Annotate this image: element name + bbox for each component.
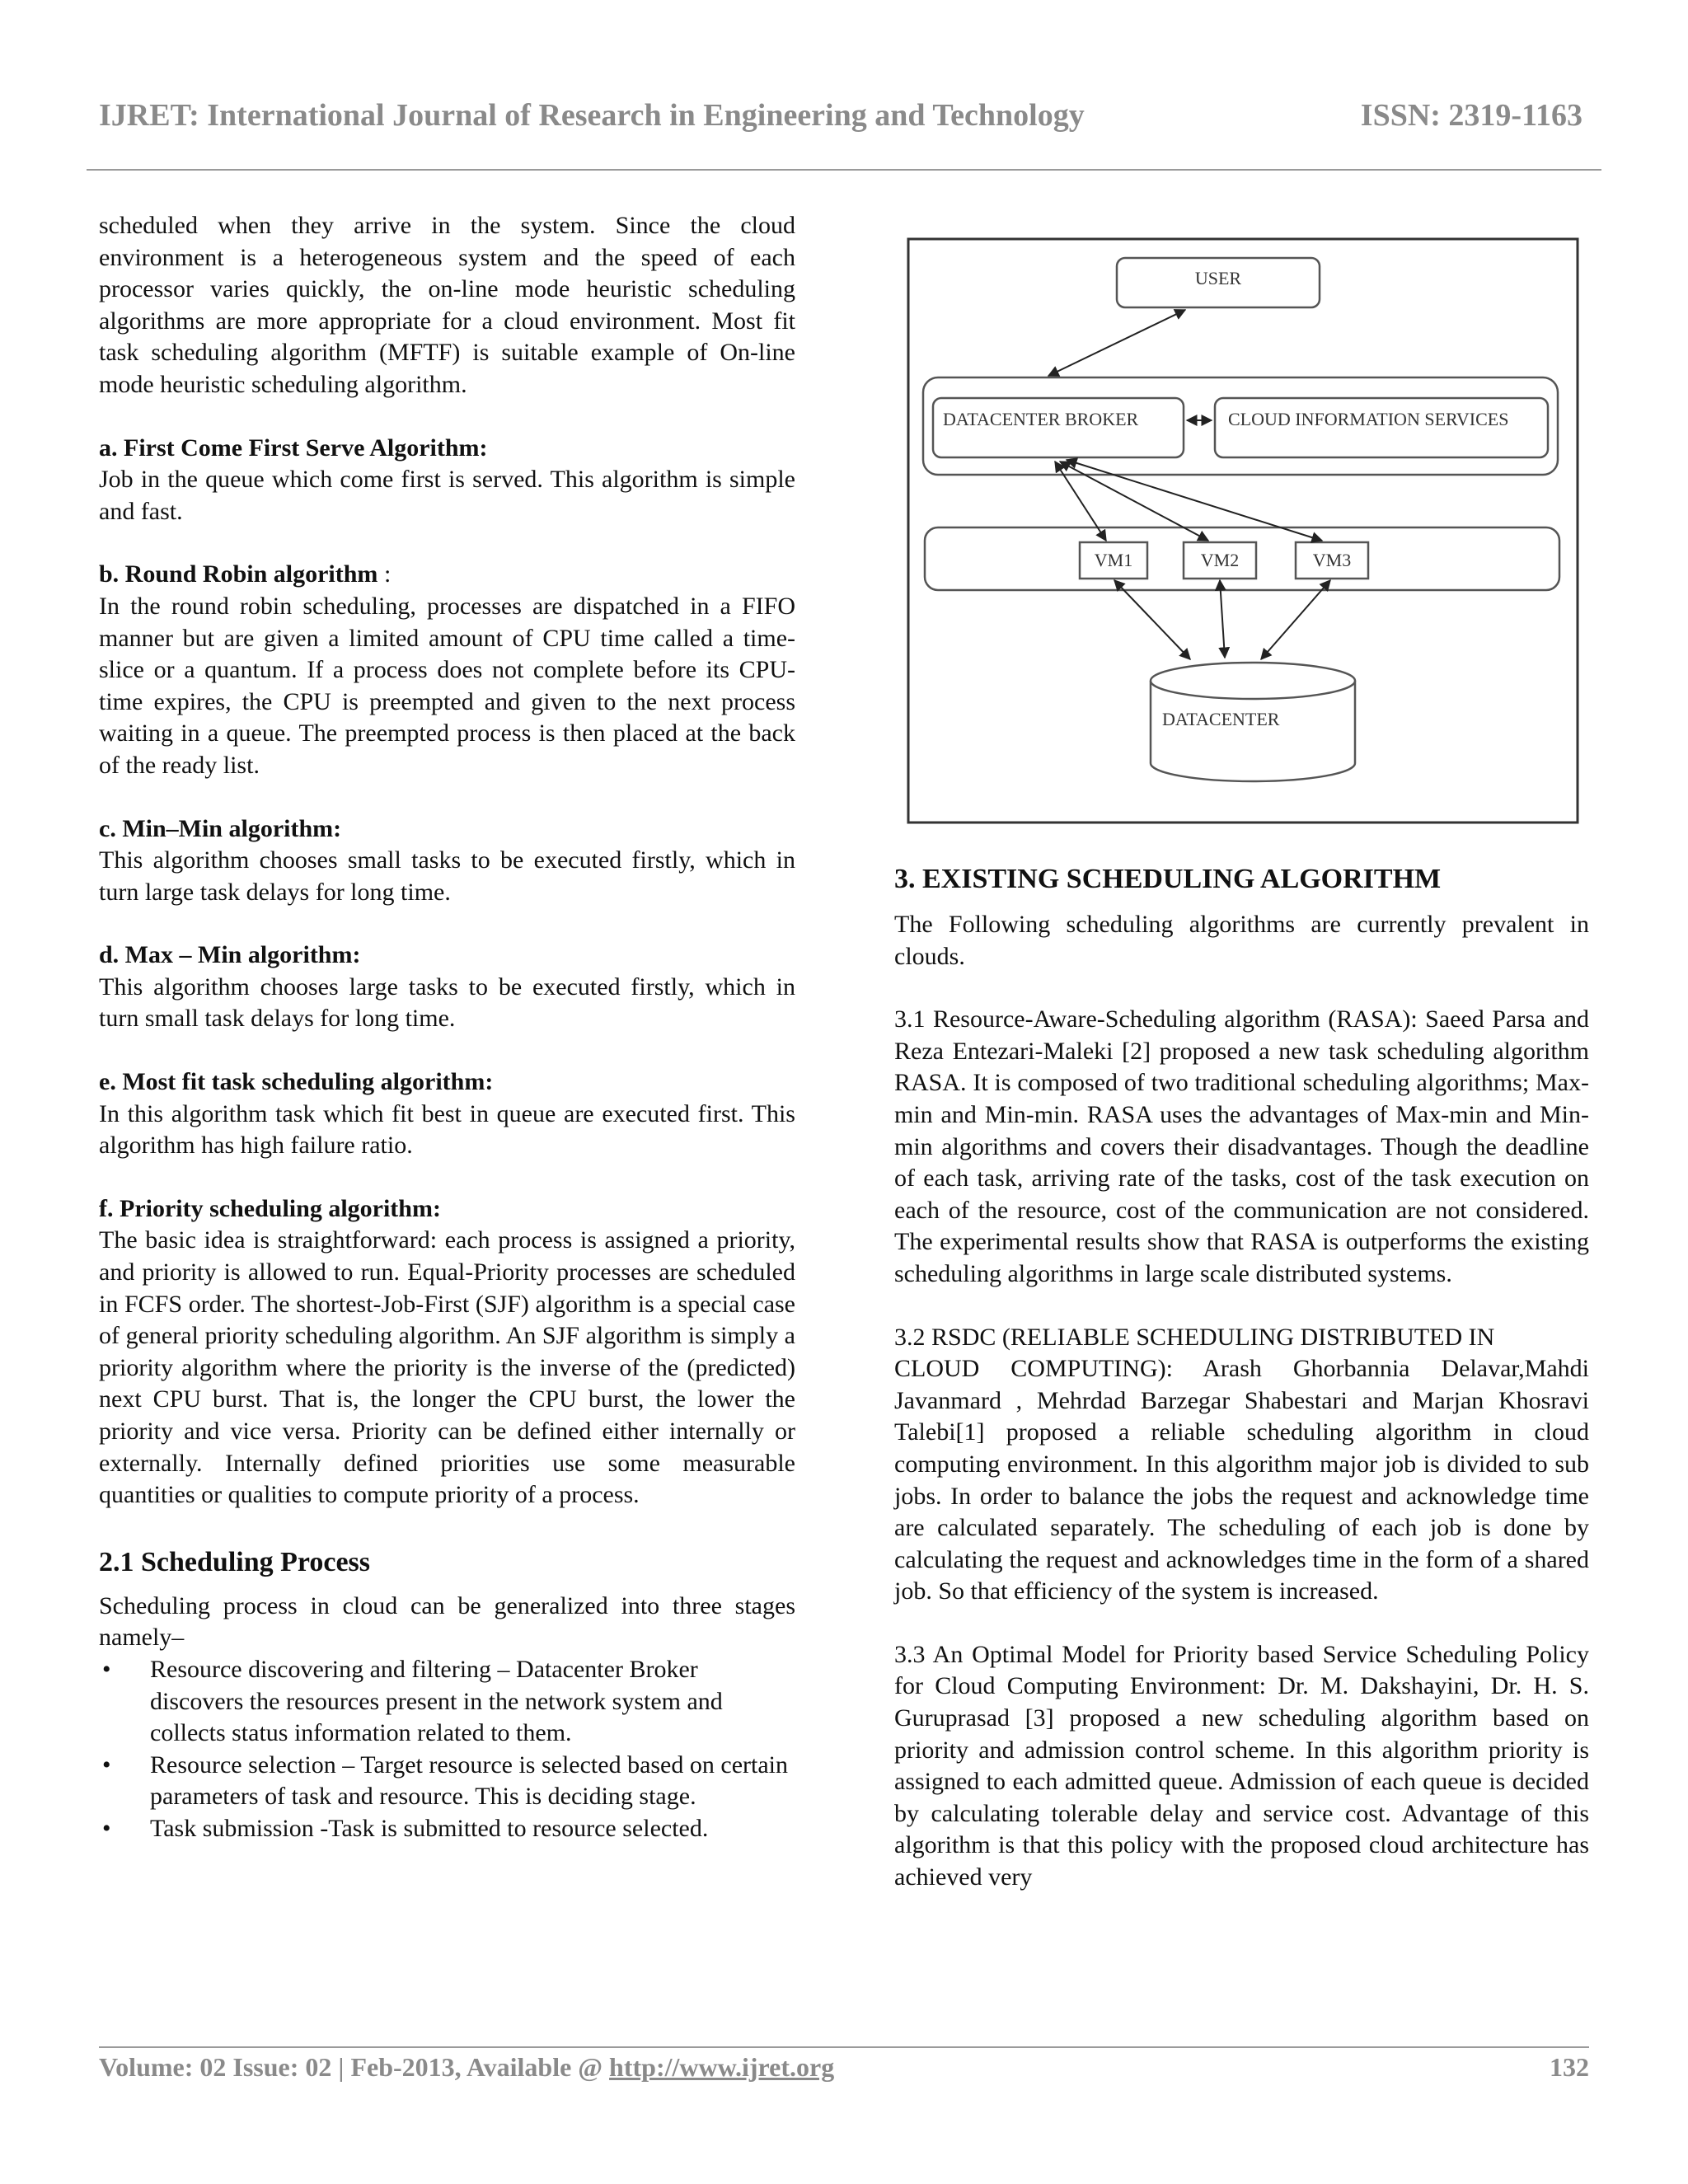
rsdc-title-line: 3.2 RSDC (RELIABLE SCHEDULING DISTRIBUTED IN bbox=[894, 1323, 1495, 1351]
fcfs-paragraph: Job in the queue which come first is served. This algorithm is simple and fast. bbox=[99, 466, 795, 525]
max-min-heading: d. Max – Min algorithm: bbox=[99, 941, 361, 969]
footer-volume-info: Volume: 02 Issue: 02 | Feb-2013, Available @ http://www.ijret.org bbox=[99, 2052, 835, 2082]
vm2-label: VM2 bbox=[1200, 550, 1240, 570]
list-item: • Resource discovering and filtering – Datacenter Broker discovers the resources present in the network system and collects status information related to them. bbox=[102, 1655, 723, 1747]
round-robin-colon: : bbox=[377, 560, 392, 588]
section-2-1-paragraph: Scheduling process in cloud can be generalized into three stages namely– bbox=[99, 1591, 795, 1652]
bullet-icon: • bbox=[102, 1750, 111, 1779]
cloud-architecture-diagram bbox=[907, 237, 1579, 824]
rsdc-paragraph: CLOUD COMPUTING): Arash Ghorbannia Delavar,Mahdi Javanmard , Mehrdad Barzegar Shabestari and Marjan Khosravi Talebi[1] proposed a reliable scheduling algorithm in cloud computing environment. In this algorithm major job is divided to sub jobs. In order to balance the jobs the request and acknowledge time are calculated separately. The scheduling of each job is done by calculating the request and acknowledges time in the form of a shared job. So that efficiency of the system is increased. bbox=[894, 1355, 1589, 1605]
bullet-icon: • bbox=[102, 1814, 111, 1842]
right-column bbox=[894, 861, 1589, 1894]
most-fit-heading: e. Most fit task scheduling algorithm: bbox=[99, 1068, 494, 1096]
priority-heading: f. Priority scheduling algorithm: bbox=[99, 1194, 441, 1222]
stages-list bbox=[99, 1654, 795, 1845]
priority-model-paragraph: 3.3 An Optimal Model for Priority based Service Scheduling Policy for Cloud Computing Environment: Dr. M. Dakshayini, Dr. H. S. Guruprasad [3] proposed a new scheduling algorithm based on priority and admission control scheme. In this algorithm priority is assigned to each admitted queue. Admission of each queue is decided by calculating tolerable delay and service cost. Advantage of this algorithm is that this policy with the proposed cloud architecture has achieved very bbox=[894, 1640, 1589, 1891]
round-robin-heading bbox=[99, 559, 795, 591]
fcfs-heading: a. First Come First Serve Algorithm: bbox=[99, 434, 488, 462]
running-header bbox=[99, 97, 1582, 147]
page-number: 132 bbox=[1550, 2052, 1589, 2082]
section-2-1-heading: 2.1 Scheduling Process bbox=[99, 1546, 371, 1577]
priority-paragraph: The basic idea is straightforward: each process is assigned a priority, and priority is allowed to run. Equal-Priority processes are scheduled in FCFS order. The shortest-Job-First (SJF) algorithm is a special case of general priority scheduling algorithm. An SJF algorithm is simply a priority algorithm where the priority is the inverse of the (predicted) next CPU burst. That is, the longer the CPU burst, the lower the priority and vice versa. Priority can be defined either internally or externally. Internally defined priorities use some measurable quantities or qualities to compute priority of a process. bbox=[99, 1226, 795, 1509]
min-min-paragraph: This algorithm chooses small tasks to be executed firstly, which in turn large task delays for long time. bbox=[99, 846, 795, 906]
rasa-paragraph: 3.1 Resource-Aware-Scheduling algorithm (RASA): Saeed Parsa and Reza Entezari-Maleki [2] proposed a new task scheduling algorithm RASA. It is composed of two traditional scheduling algorithms; Max-min and Min-min. RASA uses the advantages of Max-min and Min-min algorithms and covers their disadvantages. Though the deadline of each task, arriving rate of the tasks, cost of the task execution on each of the resource, cost of the communication are not considered. The experimental results show that RASA is outperforms the existing scheduling algorithms in large scale distributed systems. bbox=[894, 1005, 1589, 1287]
section-3-intro: The Following scheduling algorithms are currently prevalent in clouds. bbox=[894, 911, 1589, 970]
broker-label: DATACENTER BROKER bbox=[943, 409, 1139, 429]
round-robin-title: b. Round Robin algorithm bbox=[99, 560, 378, 588]
list-item: • Task submission -Task is submitted to resource selected. bbox=[99, 1813, 795, 1845]
min-min-heading: c. Min–Min algorithm: bbox=[99, 814, 342, 842]
running-footer bbox=[99, 2052, 1589, 2093]
datacenter-label: DATACENTER bbox=[1162, 709, 1280, 729]
header-rule bbox=[87, 169, 1601, 171]
left-column bbox=[99, 210, 795, 1845]
vm3-label: VM3 bbox=[1312, 550, 1352, 570]
max-min-paragraph: This algorithm chooses large tasks to be executed firstly, which in turn small task delays for long time. bbox=[99, 972, 795, 1033]
intro-paragraph: scheduled when they arrive in the system. Since the cloud environment is a heterogeneous system and the speed of each processor varies quickly, the on-line mode heuristic scheduling algorithms are more appropriate for a cloud environment. Most fit task scheduling algorithm (MFTF) is suitable example of On-line mode heuristic scheduling algorithm. bbox=[99, 212, 795, 398]
datacenter-top bbox=[1151, 663, 1355, 699]
footer-rule bbox=[99, 2046, 1589, 2048]
journal-title: IJRET: International Journal of Research in Engineering and Technology bbox=[99, 98, 1085, 133]
user-label: USER bbox=[1194, 268, 1242, 288]
vm1-label: VM1 bbox=[1094, 550, 1133, 570]
bullet-icon: • bbox=[102, 1655, 111, 1683]
section-3-heading: 3. EXISTING SCHEDULING ALGORITHM bbox=[894, 864, 1442, 894]
round-robin-paragraph: In the round robin scheduling, processes are dispatched in a FIFO manner but are given a limited amount of CPU time called a time-slice or a quantum. If a process does not complete before its CPU-time expires, the CPU is preempted and given to the next process waiting in a queue. The preempted process is then placed at the back of the ready list. bbox=[99, 592, 795, 779]
journal-link[interactable]: http://www.ijret.org bbox=[609, 2052, 835, 2082]
cis-label: CLOUD INFORMATION SERVICES bbox=[1228, 409, 1509, 429]
issn: ISSN: 2319-1163 bbox=[1360, 98, 1582, 133]
list-item: • Resource selection – Target resource is selected based on certain parameters of task and resource. This is deciding stage. bbox=[102, 1750, 788, 1811]
most-fit-paragraph: In this algorithm task which fit best in queue are executed first. This algorithm has high failure ratio. bbox=[99, 1099, 795, 1160]
